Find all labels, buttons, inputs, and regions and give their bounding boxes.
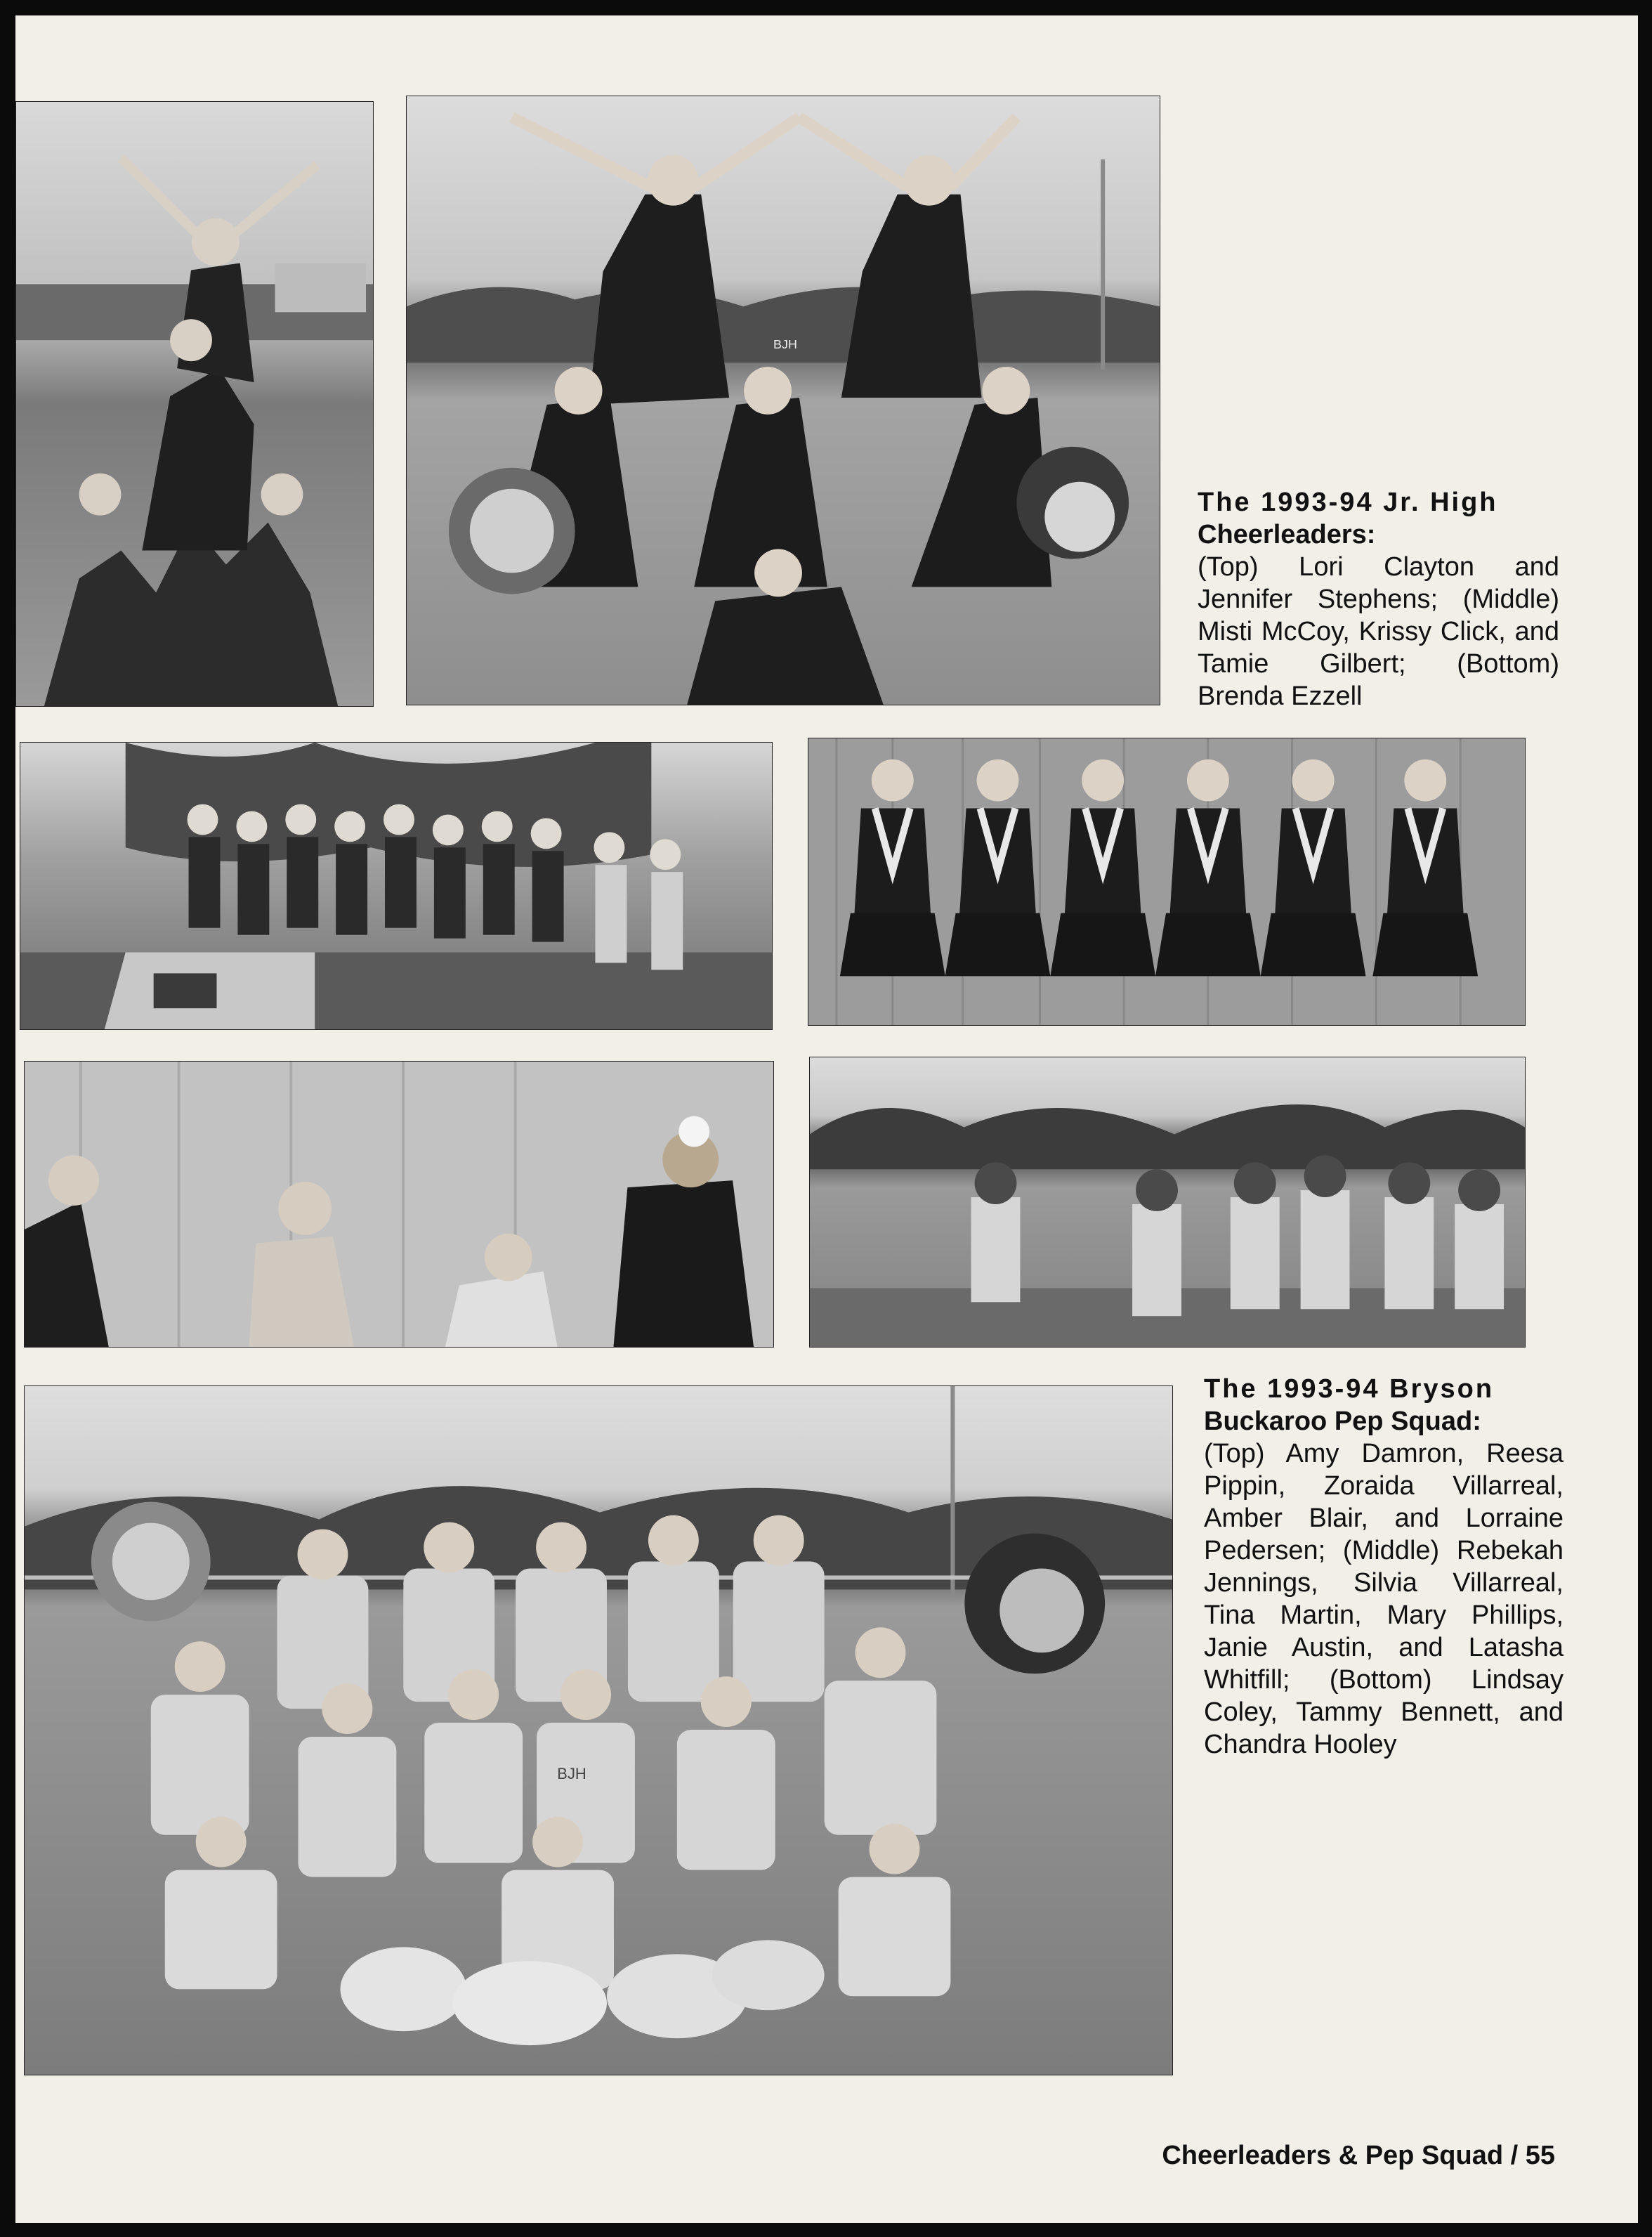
caption-cheerleaders-body: (Top) Lori Clayton and Jennifer Stephens; (Middle) Misti McCoy, Krissy Click, and Tamie Gilbert; (Bottom) Brenda Ezzell [1198,552,1559,711]
photo-parade-float [20,742,773,1030]
photo-stage-crowning [24,1061,774,1348]
uniform-letters: BJH [557,1764,586,1782]
caption-pep-squad-body: (Top) Amy Damron, Reesa Pippin, Zoraida Villarreal, Amber Blair, and Lorraine Pedersen; (Middle) Rebekah Jennings, Silvia Villarreal, Tina Martin, Mary Phillips, Janie Austin, and Latasha Whitfill; (Bottom) Lindsay Coley, Tammy Bennett, and Chandra Hooley [1204,1439,1563,1759]
page-footer: Cheerleaders & Pep Squad / 55 [1162,2141,1555,2170]
caption-cheerleaders [1198,486,1559,712]
uniform-letters: BJH [773,337,797,352]
photo-pep-squad [24,1385,1173,2075]
photo-cheer-pyramid-small [15,101,374,707]
photo-field-practice [809,1057,1526,1348]
yearbook-page [15,15,1638,2223]
caption-pep-squad-heading: The 1993-94 Bryson Buckaroo Pep Squad: [1204,1374,1495,1436]
caption-pep-squad [1204,1373,1563,1761]
caption-cheerleaders-heading: The 1993-94 Jr. High Cheerleaders: [1198,488,1498,549]
photo-squad-lineup [808,738,1526,1026]
photo-cheer-pyramid-large [406,96,1160,705]
